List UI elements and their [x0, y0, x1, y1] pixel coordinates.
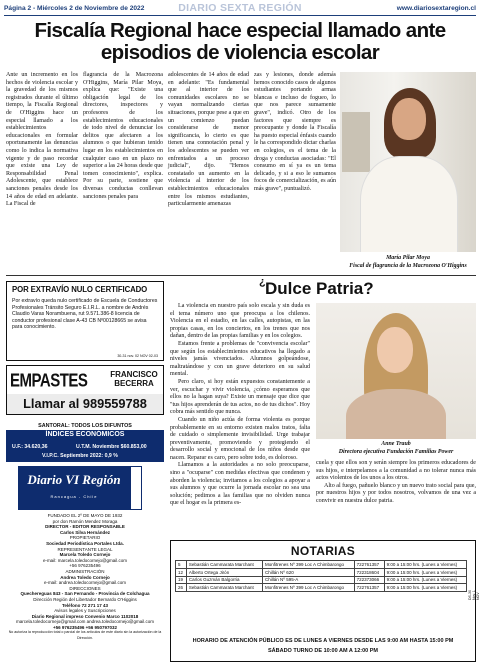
table-row [176, 584, 467, 592]
title-question-mark: ¿ [259, 276, 266, 288]
masthead-line: PROPIETARIO [69, 535, 101, 541]
table-cell: Sebastián Cammarata Marchant [186, 561, 262, 569]
masthead-line: DIRECTOR - EDITOR RESPONSABLE [45, 524, 125, 530]
indice-uf: U.F.: 34.620,36 [12, 444, 48, 450]
table-cell: 9:00 a 15:00 hrs. (Lunes a Viernes) [384, 568, 466, 576]
article1-column-2: flagrancia de la Macrozona O'Higgins, María Pilar Moya, explica que: "Existe una obligación legal de los directores, inspectores y profesores de los establecimientos educacionales de todo nivel de denunciar los delitos que afectaren a los alumnos o que hubieran tenido lugar en los establecimientos en cualquier caso en un plazo no superior a las 24 horas desde que tomen conocimiento", explica. Por su parte, sostiene que diversas conductas conllevan sanciones penales para [83, 72, 163, 200]
notarias-title: NOTARIAS [290, 544, 356, 558]
masthead-line: +56 976235496 [69, 563, 101, 569]
article-headline: Fiscalía Regional hace especial llamado ante episodios de violencia escolar [34, 19, 446, 64]
article1-column-1: Ante un incremento en los hechos de violencia escolar y la gravedad de los mismos registrados durante el último tiempo, la Fiscalía Regional de O'Higgins hace un especial llamado a los establecimientos educacionales en formular oportunamente las denuncias como lo indica la normativa vigente y de paso recordar que existe una Ley de Responsabilidad Penal Adolescente, que establece sanciones penales desde los 14 años de edad en adelante. La Fiscal de [6, 72, 78, 208]
article2-paragraph: Cuando un niño actúa de forma violenta es porque probablemente en su entorno existen malos tratos, falta de cuidado o simplemente invisibilidad. Urge trabajar preventivamente, promoviendo y protegiendo el desarrollo social y emocional de los niños desde que nacen. Reparar es caro, pero sobre todo, es doloroso. [170, 416, 310, 461]
table-cell: 5 [176, 561, 187, 569]
director-photo [316, 303, 476, 439]
fiscal-photo [340, 72, 476, 252]
santoral: SANTORAL: TODOS LOS DIFUNTOS [38, 423, 132, 429]
portrait-body [360, 156, 458, 252]
masthead-line: DIRECCIONES [69, 585, 101, 591]
notice-title: POR EXTRAVÍO NULO CERTIFICADO [12, 285, 148, 294]
page-date: Página 2 - Miércoles 2 de Noviembre de 2022 [4, 5, 145, 12]
table-cell: 9:00 a 15:00 hrs. (Lunes a Viernes) [384, 584, 466, 592]
table-row [176, 561, 467, 569]
caption-name: Anne Traub [381, 441, 411, 447]
photo-caption [316, 441, 476, 456]
indice-ipc: V.I.P.C. Septiembre 2022: 0,9 % [42, 453, 118, 459]
article2-title [259, 276, 374, 299]
masthead-line: Diario Regional impreso Convenio Marco 1102018 [31, 613, 139, 619]
website-link[interactable]: www.diariosextaregion.cl [396, 5, 476, 12]
table-cell: Monfitrenes Nº 399 Loc A Chimbarongo [263, 584, 355, 592]
masthead-line: marcela.toledocornejo@gmail.com andrea.toledocornejo@gmail.com [16, 619, 154, 625]
table-cell: 26 [176, 584, 187, 592]
indices-title: ÍNDICES ECONÓMICOS [45, 431, 125, 438]
indice-utm: U.T.M. Noviembre $60.853,00 [76, 444, 147, 450]
empastes-ad [6, 365, 164, 415]
article2-column-2 [316, 460, 476, 532]
article2-paragraph: Llamamos a la autoridades a no solo preocuparse, sino a "ocuparse" con medidas efectivas que condenen y aborden la violencia; invitamos a los colegios a apoyar a sus alumnos y que ocurre la jornada escolar no sea una solución; pedimos a las familias que no olviden nunca que el hogar es la primera es- [170, 462, 310, 507]
masthead-line: Marcela Toledo Cornejo [59, 552, 111, 558]
table-cell: 722318604 [354, 568, 384, 576]
ad-name: FRANCISCO BECERRA [110, 370, 158, 388]
masthead-line: +56 976235496 +56 950797032 [52, 624, 118, 630]
masthead-line: e-mail: andrea.toledocornejo@gmail.com [43, 580, 127, 586]
ad-phone: Llamar al 989559788 [7, 394, 163, 414]
masthead-line: Avisos legales y Suscripciones [54, 608, 116, 614]
article2-paragraph: cuela y que ellos son y serán siempre los primeros educadores de sus hijos, e interpelamos a la comunidad a no tolerar nunca más actos violentos de los unos a los otros. [316, 460, 476, 482]
photo-caption [340, 255, 476, 271]
article2-paragraph: La violencia en nuestro país solo escala y sin duda es el tema número uno que preocupa a los chilenos. Violencia en el estadio, en las calles, autopistas, en las propias casas, en los conciertos, en los trenes que nos dañan, dentro de las propias familias y en los colegios. [170, 303, 310, 340]
notarias-hours: HORARIO DE ATENCIÓN PÚBLICO ES DE LUNES A VIERNES DESDE LAS 9:00 AM HASTA 15:00 PM [192, 638, 454, 644]
article2-paragraph: Estamos frente a problemas de "convivencia escolar" que según los establecimientos educativos ha llegado a niveles jamás vivenciados. Alumnos golpeándose, maltratándose y con un grave deterioro en su salud mental. [170, 340, 310, 378]
caption-role: Directora ejecutiva Fundación Familias Power [338, 448, 454, 455]
notarias-saturday: SÁBADO TURNO DE 10:00 AM A 12:00 PM [267, 648, 379, 654]
notice-footer: 30-31 nov. 02 NOV 02-03 [117, 354, 158, 358]
masthead-line: por don Ramón Mendez Moraga [52, 518, 118, 524]
table-row [176, 576, 467, 584]
masthead-line: e-mail: marcela.toledocornejo@gmail.com [42, 557, 128, 563]
table-cell: Chillán Nº 620 [263, 568, 355, 576]
article1-column-3: adolescentes de 14 años de edad en adelante: "Es fundamental que al interior de los comunidades escolares no se vayan normalizando ciertas situaciones, porque pese a que en un comienzo puedan considerarse de menor significancia, lo cierto es que tienen una connotación penal y los adolescentes se pueden ver enfrentados a un proceso judicial", dijo. "Hemos constatado un aumento en la violencia al interior de los establecimientos educacionales entre los mismos estudiantes, particularmente amenazas [168, 72, 249, 208]
newspaper-logo [18, 466, 130, 510]
article2-column-1 [170, 303, 310, 531]
table-cell: 722761357 [354, 584, 384, 592]
logo-subtitle: Rancagua - Chile [50, 494, 98, 499]
logo-accent [130, 466, 142, 510]
table-cell: Carlos Guzmán Balgorria [186, 576, 262, 584]
masthead-line: Sociedad Periodística Portales Ltda. [46, 540, 124, 546]
side-note: DS-30 Nov. 1 NOV [468, 590, 480, 600]
newspaper-brand: DIARIO SEXTA REGIÓN [178, 2, 302, 14]
caption-name: María Pilar Moya [386, 255, 430, 261]
table-cell: Monfitrenes Nº 399 Loc A Chimbarongo [263, 561, 355, 569]
portrait-face [392, 98, 426, 140]
bookshelf-shape [342, 112, 370, 172]
masthead-line: Quechereguas 843 - San Fernando - Provincia de Colchagua [20, 591, 150, 597]
article2-title-text: Dulce Patria? [265, 279, 374, 298]
masthead-line: Carlos Silva Hernández [59, 529, 111, 535]
masthead-line: FUNDADO EL 2º DE MAYO DE 1932 [47, 513, 123, 518]
table-cell: Sebastián Cammarata Marchant [186, 584, 262, 592]
economic-indices [6, 430, 164, 462]
masthead-line: REPRESENTANTE LEGAL [57, 546, 113, 552]
logo-text: Diario VI Región [27, 472, 121, 487]
table-row [176, 568, 467, 576]
masthead-line: Andrea Toledo Cornejo [60, 574, 110, 580]
masthead [6, 513, 164, 642]
portrait-body [346, 389, 446, 439]
table-cell: 9:00 a 15:00 hrs. (Lunes a Viernes) [384, 576, 466, 584]
portrait-face [377, 327, 413, 373]
masthead-line: ADMINISTRACIÓN [65, 568, 105, 574]
table-cell: Alberto Ortega Jirón [186, 568, 262, 576]
caption-role: Fiscal de flagrancia de la Macrozona O'Higgins [349, 262, 467, 269]
table-cell: 722373066 [354, 576, 384, 584]
table-cell: 9:00 a 15:00 hrs. (Lunes a Viernes) [384, 561, 466, 569]
masthead-line: No autoriza la reproducción total o parcial de los artículos de este diario sin la autorización de la Dirección. [8, 630, 162, 641]
lost-certificate-notice [6, 281, 164, 361]
table-cell: 722761357 [354, 561, 384, 569]
table-cell: 12 [176, 568, 187, 576]
table-cell: 19 [176, 576, 187, 584]
notice-body: Por extravío queda nulo certificado de Escuela de Conductores Profesionales Tránsito Seguro E.I.R.L. a nombre de Andrés Claudio Varas Norambuena, rut 9.571.386-8 licencia de conductor profesional clase A-43 CB Nº00128665 se avisa para conocimiento. [12, 298, 158, 331]
article2-paragraph: Pero claro, si hoy están expuestos constantemente a ver, escuchar y vivir violencia, ¿cómo esperamos que ellos no la hagan suya? Existe un mensaje que dice que "tus hijos aprenderán de tus actos, no de tus dichos". Hoy cobra más sentido que nunca. [170, 378, 310, 416]
section-divider [6, 275, 476, 276]
notarias-box [170, 540, 476, 662]
table-cell: Chillán Nº 595-A [263, 576, 355, 584]
masthead-line: Teléfono 72 271 17 43 [62, 602, 108, 608]
article2-paragraph: Alto al fuego, pañuelo blanco y un nuevo trato social para que, por nuestros hijos y por todos nosotros, volvamos de una vez a convivir en nuestra dulce patria. [316, 482, 476, 504]
article1-column-4: zas y lesiones, donde además hemos conocido casos de algunos estudiantes portando armas blancas e incluso de fogueo, lo que nos parece sumamente grave", indicó. Otro de los factores que siempre es preocupante y donde la Fiscalía ha puesto especial énfasis cuando le ha correspondido dictar charlas en colegios, es el tema de la droga y conductas asociadas: "El consumo en sí ya es un tema delicado, y si a eso le sumamos focos de comercialización, es aún más grave", puntualizó. [254, 72, 336, 192]
ad-title: EMPASTES [10, 371, 88, 392]
notarias-table [175, 560, 467, 592]
masthead-line: Dirección Región del Libertador Bernardo O'Higgins [33, 596, 137, 602]
page-header [4, 2, 476, 16]
